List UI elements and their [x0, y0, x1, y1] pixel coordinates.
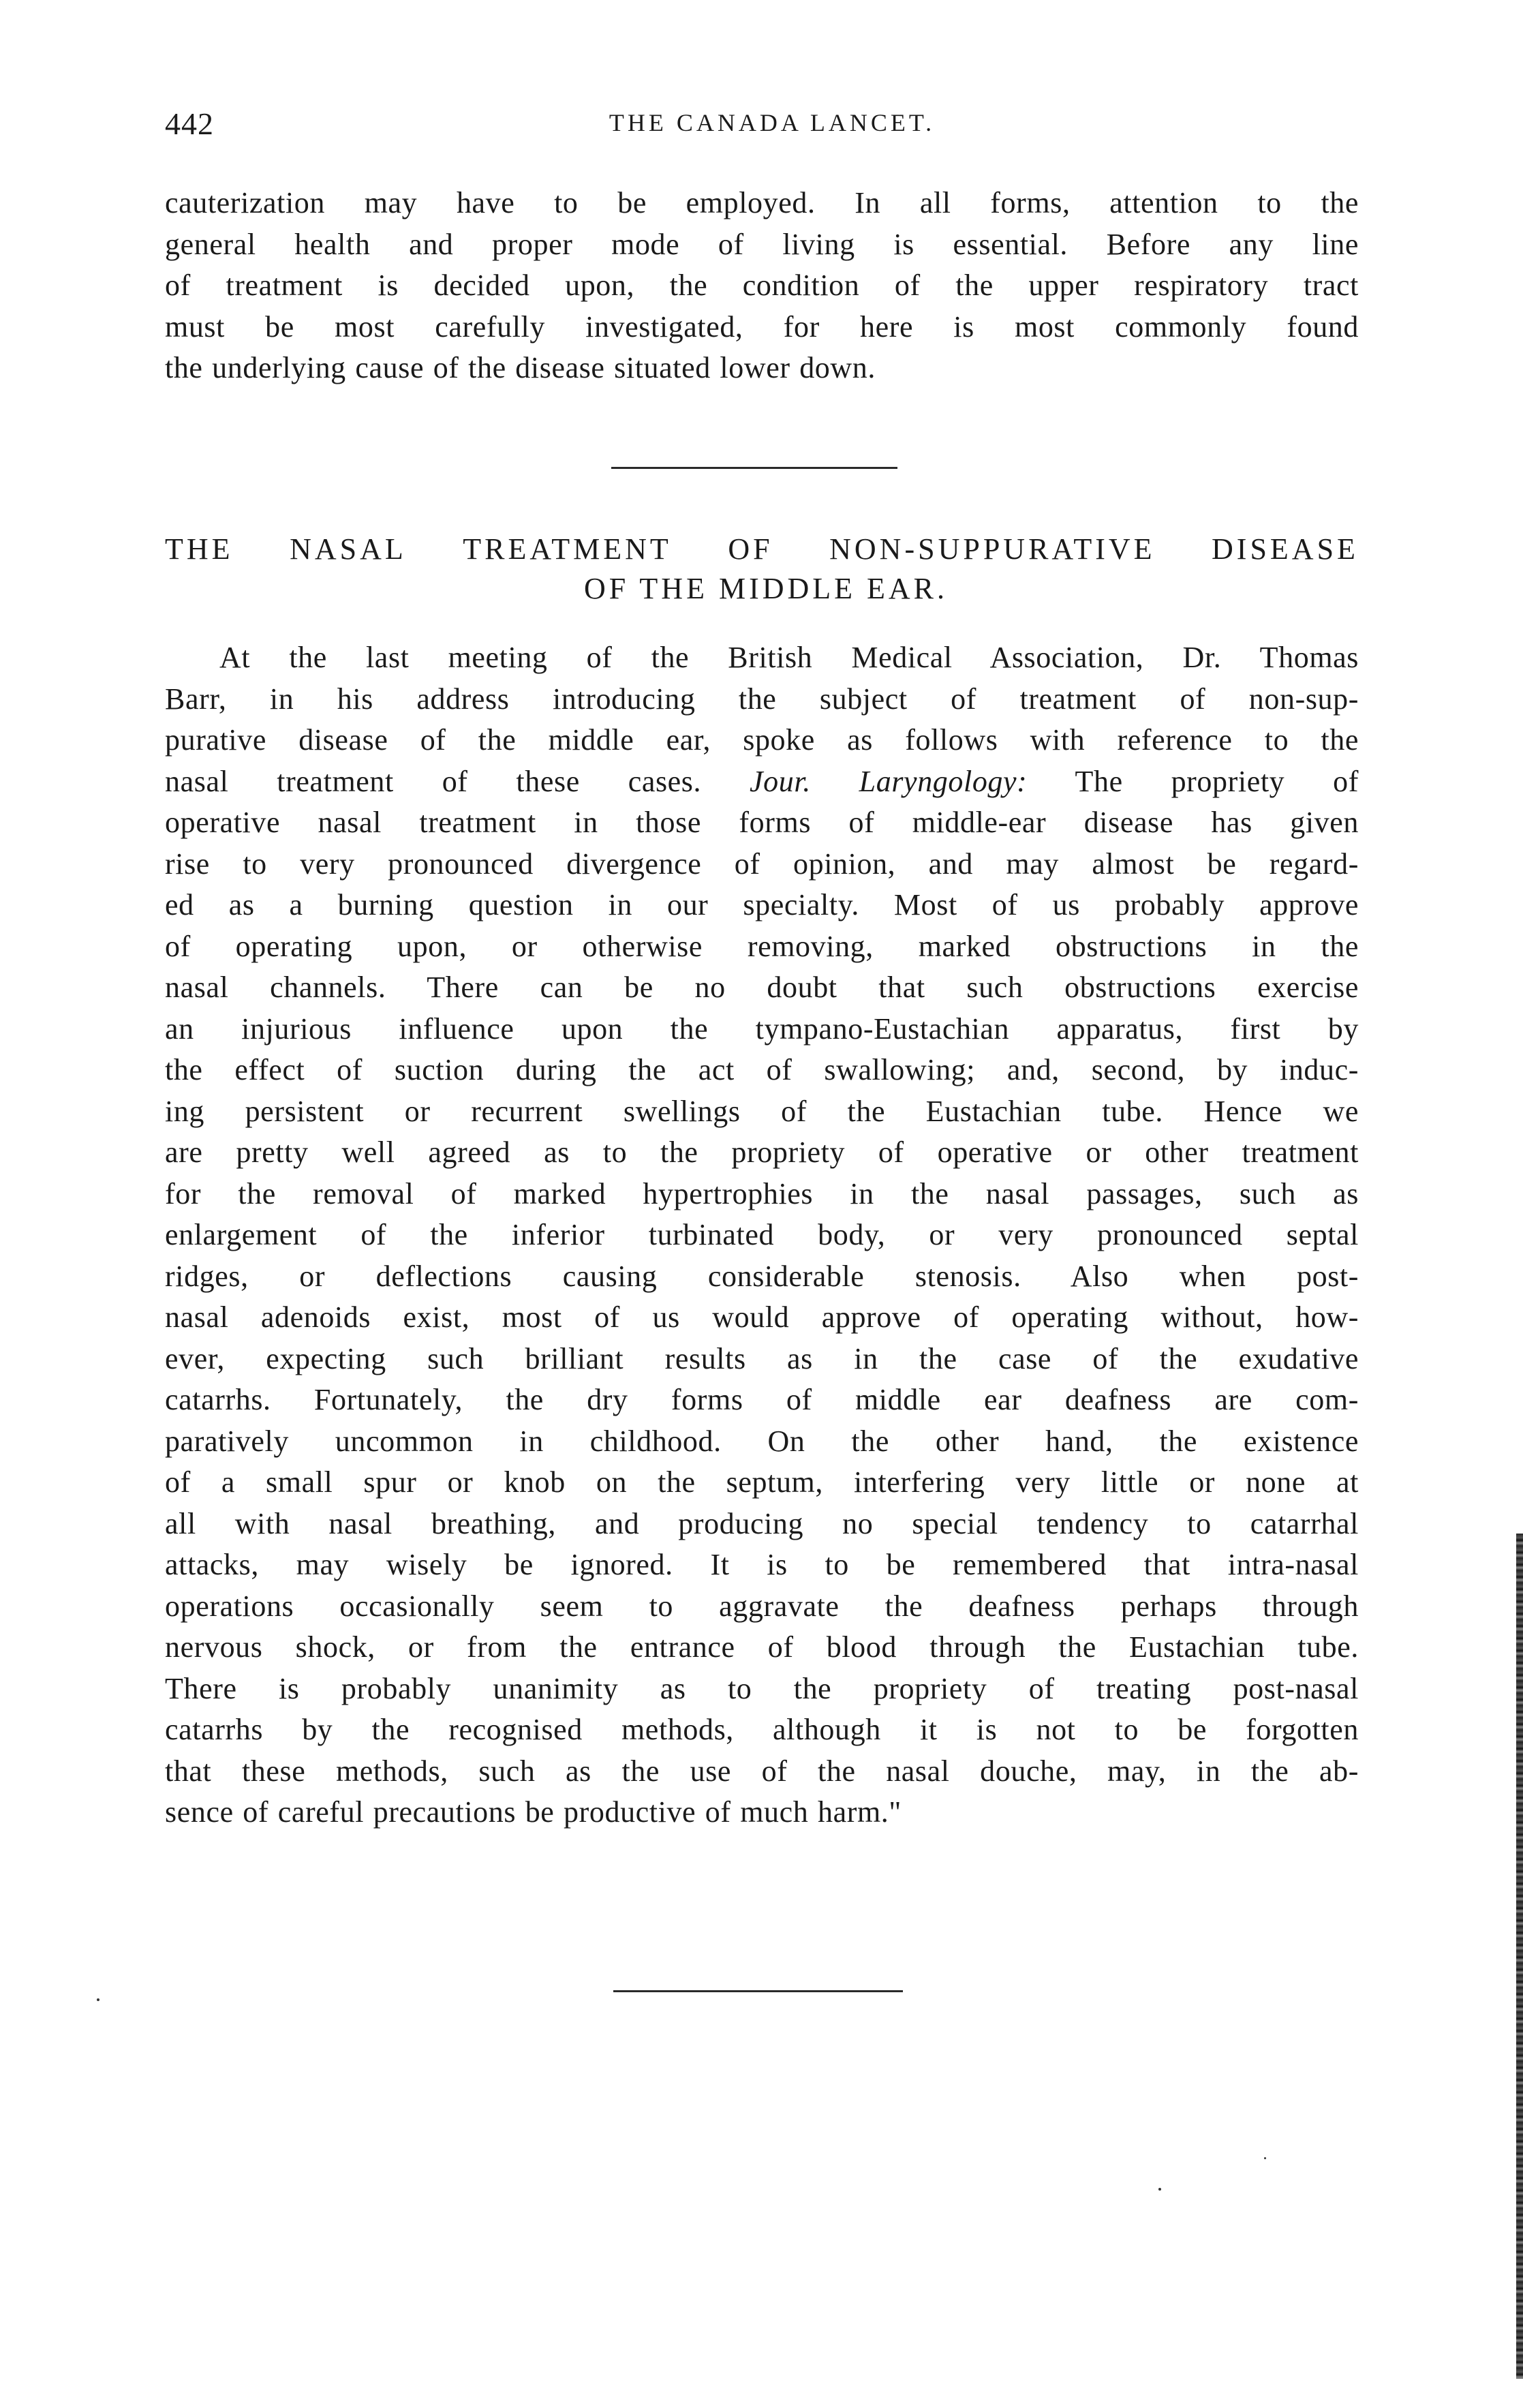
text-line: At the last meeting of the British Medical Association, Dr. Thomas: [219, 641, 1359, 674]
section-divider: [613, 1990, 903, 1992]
intro-paragraph: [165, 183, 1359, 389]
text-line: attacks, may wisely be ignored. It is to be remembered that intra-nasal: [165, 1548, 1359, 1581]
text-line: nasal channels. There can be no doubt that such obstructions exercise: [165, 971, 1359, 1004]
scan-speck: [97, 1998, 99, 2001]
text-line: sence of careful precautions be productive of much harm.": [165, 1795, 902, 1829]
scan-speck: [1264, 2157, 1266, 2159]
text-line: the effect of suction during the act of swallowing; and, second, by induc-: [165, 1053, 1359, 1086]
text-line: of a small spur or knob on the septum, interfering very little or none at: [165, 1465, 1359, 1499]
journal-citation: Jour. Laryngology:: [750, 764, 1028, 798]
text-line: general health and proper mode of living is essential. Before any line: [165, 227, 1359, 261]
scan-speck: [1158, 2188, 1161, 2191]
title-word: NASAL: [290, 532, 407, 566]
text-line: that these methods, such as the use of the nasal douche, may, in the ab-: [165, 1754, 1359, 1788]
title-word: THE: [165, 532, 234, 566]
text-line: ever, expecting such brilliant results as in the case of the exudative: [165, 1341, 1359, 1375]
text-line: for the removal of marked hypertrophies in the nasal passages, such as: [165, 1176, 1359, 1210]
text-segment: The propriety of: [1075, 764, 1359, 798]
text-line: catarrhs by the recognised methods, although it is not to be forgotten: [165, 1713, 1359, 1746]
title-word: DISEASE: [1212, 532, 1359, 566]
running-head: [165, 106, 1359, 147]
text-line: There is probably unanimity as to the propriety of treating post-nasal: [165, 1671, 1359, 1705]
text-line: catarrhs. Fortunately, the dry forms of middle ear deafness are com-: [165, 1383, 1359, 1416]
text-line-with-citation: [165, 761, 1359, 803]
text-line: nervous shock, or from the entrance of blood through the Eustachian tube.: [165, 1630, 1359, 1664]
section-divider: [611, 467, 897, 469]
title-word: OF: [728, 532, 773, 566]
text-line: of treatment is decided upon, the condition of the upper respiratory tract: [165, 269, 1359, 302]
title-word: TREATMENT: [463, 532, 672, 566]
text-line: are pretty well agreed as to the propriety of operative or other treatment: [165, 1136, 1359, 1169]
text-line: ridges, or deflections causing considerable stenosis. Also when post-: [165, 1259, 1359, 1293]
scan-edge-shadow: [1516, 1534, 1523, 2379]
text-segment: nasal treatment of these cases.: [165, 764, 702, 798]
article-title-line-1: [165, 532, 1359, 566]
text-line: nasal adenoids exist, most of us would approve of operating without, how-: [165, 1300, 1359, 1334]
title-word: NON-SUPPURATIVE: [829, 532, 1156, 566]
text-line: must be most carefully investigated, for here is most commonly found: [165, 309, 1359, 344]
text-line: all with nasal breathing, and producing no special tendency to catarrhal: [165, 1506, 1359, 1540]
text-line: enlargement of the inferior turbinated body, or very pronounced septal: [165, 1218, 1359, 1251]
text-line: operations occasionally seem to aggravate the deafness perhaps through: [165, 1589, 1359, 1623]
journal-title: THE CANADA LANCET.: [609, 109, 936, 136]
text-line: operative nasal treatment in those forms of middle-ear disease has given: [165, 806, 1359, 839]
article-title-line-2: OF THE MIDDLE EAR.: [583, 572, 949, 605]
text-line: paratively uncommon in childhood. On the other hand, the existence: [165, 1424, 1359, 1458]
text-line: Barr, in his address introducing the subject of treatment of non-sup-: [165, 682, 1359, 716]
text-line: ed as a burning question in our specialty. Most of us probably approve: [165, 888, 1359, 921]
text-line: an injurious influence upon the tympano-Eustachian apparatus, first by: [165, 1011, 1359, 1046]
text-line: the underlying cause of the disease situated lower down.: [165, 351, 876, 384]
page-number: 442: [165, 106, 214, 141]
text-line: ing persistent or recurrent swellings of the Eustachian tube. Hence we: [165, 1094, 1359, 1128]
text-line: of operating upon, or otherwise removing, marked obstructions in the: [165, 929, 1359, 963]
text-line: purative disease of the middle ear, spoke as follows with reference to the: [165, 723, 1359, 757]
text-line: cauterization may have to be employed. In all forms, attention to the: [165, 186, 1359, 219]
article-body: [165, 637, 1359, 1833]
text-line: rise to very pronounced divergence of opinion, and may almost be regard-: [165, 847, 1359, 881]
